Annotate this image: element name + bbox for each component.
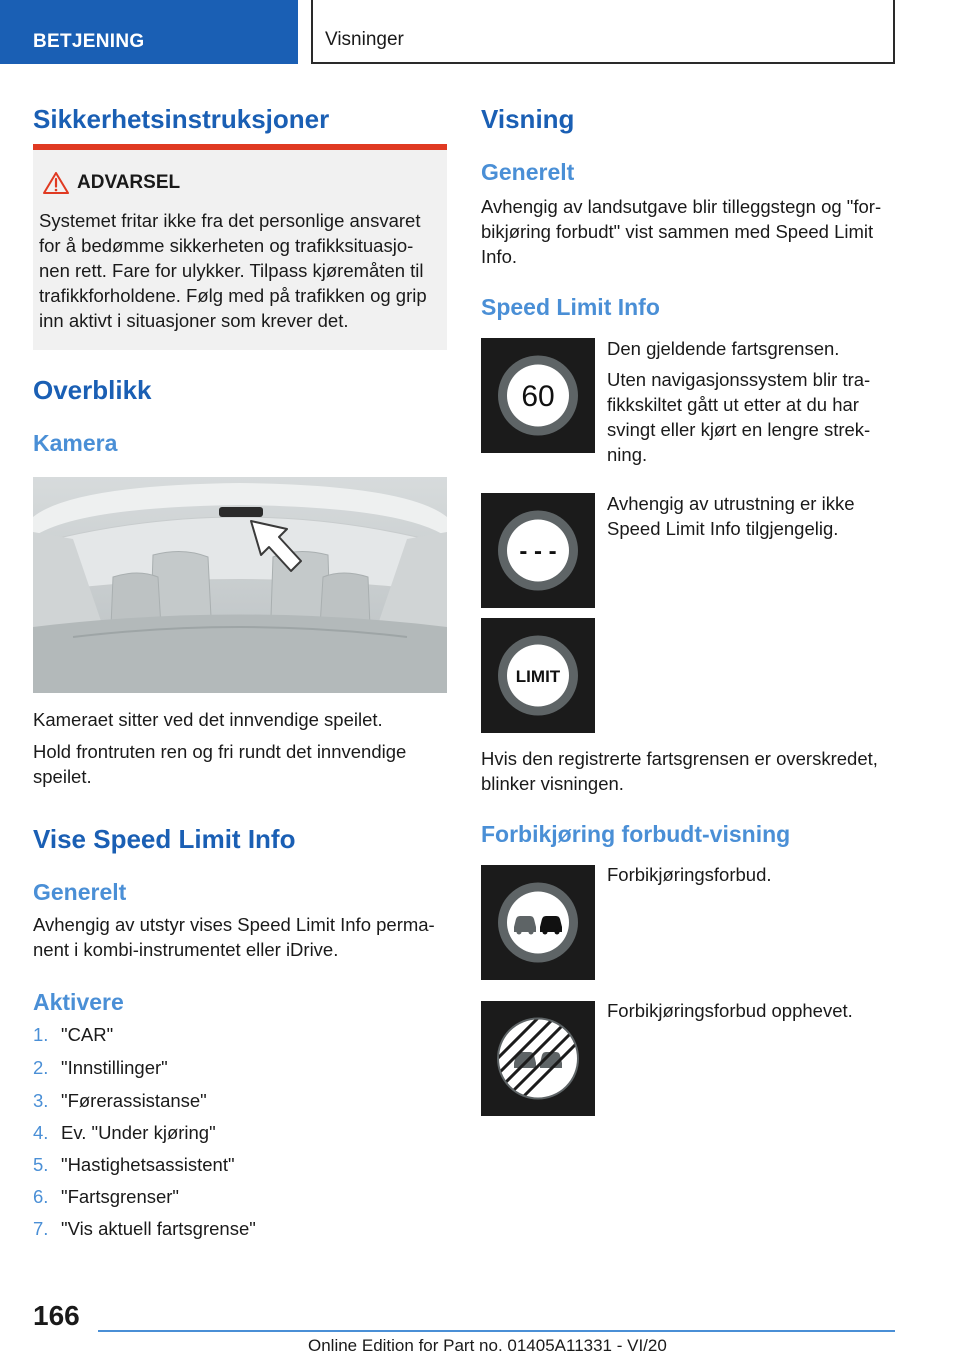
step-item (33, 1152, 235, 1177)
left-general-text (33, 912, 435, 962)
text-line: Info. (481, 246, 517, 267)
warning-text (39, 208, 443, 333)
no-overtaking-sign (481, 865, 595, 980)
step-number: 4. (33, 1122, 49, 1143)
car-icon (514, 916, 536, 935)
step-item (33, 1184, 179, 1209)
text-line: Hvis den registrerte fartsgrensen er overskredet, (481, 748, 878, 769)
step-text: "Vis aktuell fartsgrense" (61, 1218, 256, 1239)
text-line: Hold frontruten ren og fri rundt det innvendige (33, 741, 407, 762)
step-number: 1. (33, 1024, 49, 1045)
show-sli-heading: Vise Speed Limit Info (33, 824, 296, 854)
warning-triangle-icon (43, 172, 69, 194)
exceeded-text (481, 746, 878, 796)
step-item (33, 1055, 168, 1080)
warning-title: ADVARSEL (77, 172, 181, 193)
text-line: svingt eller kjørt en lengre strek- (607, 419, 871, 440)
warning-line: trafikkforholdene. Følg med på trafikken og grip (39, 285, 427, 306)
sign60-detail-text (607, 367, 870, 467)
step-item (33, 1216, 256, 1241)
overtaking-heading: Forbikjøring forbudt-visning (481, 821, 791, 847)
text-line: ning. (607, 444, 648, 465)
right-general-heading: Generelt (481, 159, 575, 185)
warning-box (33, 144, 447, 350)
step-number: 3. (33, 1090, 49, 1111)
edition-info: Online Edition for Part no. 01405A11331 - VI/20 (308, 1336, 667, 1355)
text-line: fikkskiltet gått ut etter at du har (607, 394, 859, 415)
camera-heading: Kamera (33, 430, 118, 456)
text-line: Avhengig av utrustning er ikke (607, 493, 855, 514)
footer-divider (98, 1330, 895, 1332)
step-number: 6. (33, 1186, 49, 1207)
camera-illustration (33, 477, 447, 693)
left-general-heading: Generelt (33, 879, 127, 905)
safety-heading: Sikkerhetsinstruksjoner (33, 104, 330, 134)
text-line: Speed Limit Info tilgjengelig. (607, 518, 839, 539)
right-general-text (481, 194, 881, 269)
step-item (33, 1120, 216, 1145)
step-text: "Førerassistanse" (61, 1090, 207, 1111)
camera-clean-text (33, 739, 406, 789)
step-text: Ev. "Under kjøring" (61, 1122, 216, 1143)
car-interior-image (33, 477, 447, 693)
overtaking-text: Forbikjøringsforbud. (607, 864, 772, 885)
sign-value: 60 (521, 380, 555, 413)
display-heading: Visning (481, 104, 575, 134)
step-text: "Innstillinger" (61, 1057, 168, 1078)
signdash-text (607, 491, 855, 541)
step-item (33, 1088, 207, 1113)
step-number: 7. (33, 1218, 49, 1239)
warning-line: inn aktivt i situasjoner som krever det. (39, 310, 349, 331)
step-number: 2. (33, 1057, 49, 1078)
sign-value: LIMIT (515, 667, 561, 686)
text-line: speilet. (33, 766, 92, 787)
activate-heading: Aktivere (33, 989, 124, 1015)
warning-line: nen rett. Fare for ulykker. Tilpass kjøremåten til (39, 260, 424, 281)
text-line: Avhengig av utstyr vises Speed Limit Info perma- (33, 914, 435, 935)
sign60-text: Den gjeldende fartsgrensen. (607, 338, 840, 359)
overtaking-end-text: Forbikjøringsforbud opphevet. (607, 1000, 853, 1021)
step-text: "Hastighetsassistent" (61, 1154, 235, 1175)
section-tab (0, 0, 298, 64)
text-line: bikjøring forbudt" vist sammen med Speed Limit (481, 221, 874, 242)
sign-value: - - - (519, 538, 557, 565)
camera-location-text: Kameraet sitter ved det innvendige speilet. (33, 709, 383, 730)
step-number: 5. (33, 1154, 49, 1175)
text-line: Uten navigasjonssystem blir tra- (607, 369, 871, 390)
warning-line: for å bedømme sikkerheten og trafikksituasjo- (39, 235, 414, 256)
step-text: "CAR" (61, 1024, 114, 1045)
chapter-title: Visninger (325, 29, 404, 50)
step-item (33, 1022, 113, 1047)
limit-sign (481, 618, 595, 733)
page-number: 166 (33, 1300, 80, 1331)
speed-limit-60-sign (481, 338, 595, 453)
text-line: blinker visningen. (481, 773, 624, 794)
text-line: Avhengig av landsutgave blir tilleggstegn og "for- (481, 196, 882, 217)
step-text: "Fartsgrenser" (61, 1186, 180, 1207)
end-no-overtaking-sign (481, 1001, 595, 1116)
text-line: nent i kombi-instrumentet eller iDrive. (33, 939, 339, 960)
car-icon (540, 916, 562, 935)
chapter-header (311, 0, 895, 64)
speed-limit-unavailable-sign (481, 493, 595, 608)
overview-heading: Overblikk (33, 375, 152, 405)
warning-line: Systemet fritar ikke fra det personlige ansvaret (39, 210, 421, 231)
section-tab-label: BETJENING (33, 31, 145, 52)
sli-heading: Speed Limit Info (481, 294, 660, 320)
